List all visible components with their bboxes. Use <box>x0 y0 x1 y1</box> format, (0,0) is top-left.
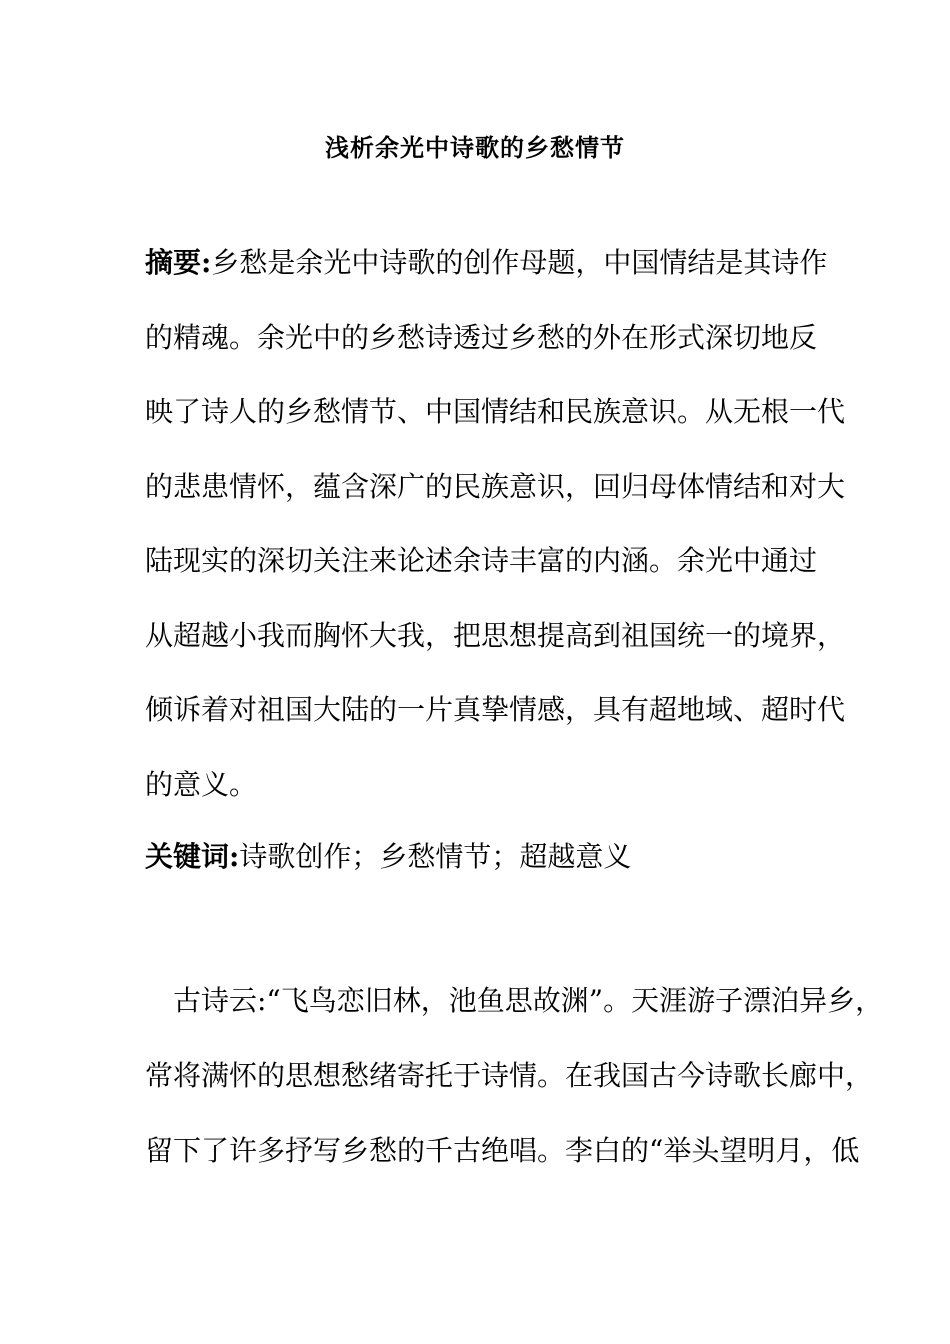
abstract-line-7: 倾诉着对祖国大陆的一片真挚情感，具有超地域、超时代 <box>145 693 846 726</box>
body-line-3: 留下了许多抒写乡愁的千古绝唱。李白的“举头望明月，低 <box>145 1134 860 1167</box>
abstract-line-3: 映了诗人的乡愁情节、中国情结和民族意识。从无根一代 <box>145 395 846 428</box>
keywords-label: 关键词: <box>145 840 240 873</box>
body-line-2: 常将满怀的思想愁绪寄托于诗情。在我国古今诗歌长廊中， <box>145 1059 874 1092</box>
keywords-text: 诗歌创作；乡愁情节；超越意义 <box>239 840 632 873</box>
abstract-label: 摘要: <box>145 246 212 279</box>
abstract-text: 乡愁是余光中诗歌的创作母题，中国情结是其诗作 <box>211 246 828 279</box>
abstract-line-2: 的精魂。余光中的乡愁诗透过乡愁的外在形式深切地反 <box>145 321 818 354</box>
keywords-line <box>145 839 631 875</box>
body-line-1: 古诗云:“飞鸟恋旧林，池鱼思故渊”。天涯游子漂泊异乡， <box>173 984 884 1017</box>
abstract-line-5: 陆现实的深切关注来论述余诗丰富的内涵。余光中通过 <box>145 544 818 577</box>
document-title: 浅析余光中诗歌的乡愁情节 <box>325 133 625 162</box>
abstract-line-6: 从超越小我而胸怀大我，把思想提高到祖国统一的境界， <box>145 619 846 652</box>
abstract-line-1 <box>145 245 827 281</box>
abstract-line-4: 的悲患情怀，蕴含深广的民族意识，回归母体情结和对大 <box>145 470 846 503</box>
abstract-line-8: 的意义。 <box>145 768 258 801</box>
